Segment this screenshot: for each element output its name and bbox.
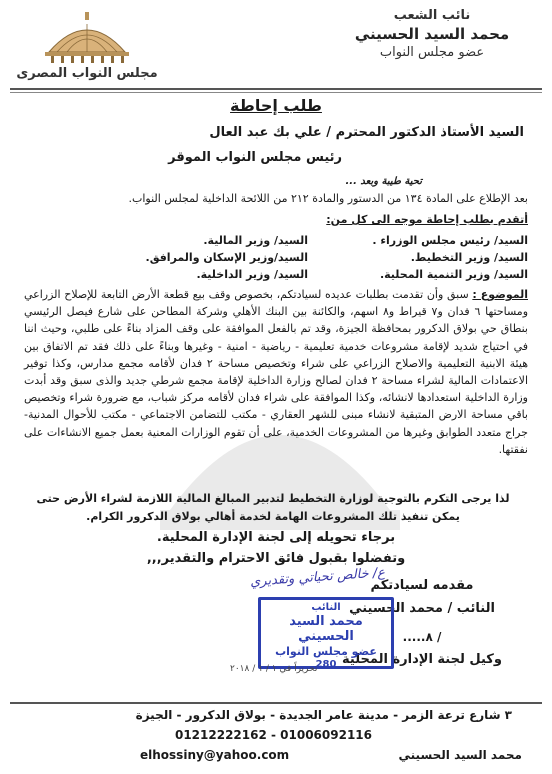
header-divider	[10, 88, 542, 90]
signature-mark: / ٨.....	[402, 630, 442, 644]
document-date: تحريراً في ١ / ١ / ٢٠١٨	[230, 664, 318, 674]
stamp-number: 280	[315, 659, 337, 670]
document-title: طلب إحاطة	[230, 96, 322, 115]
addressee-title: رئيس مجلس النواب الموقر	[168, 150, 342, 165]
footer-divider	[10, 702, 542, 704]
recipient: السيد/وزير الإسكان والمرافق.	[145, 251, 308, 264]
addressee-line: السيد الأستاذ الدكتور المحترم / علي بك عبد العال	[209, 125, 524, 140]
recipients-row	[128, 232, 528, 249]
topic-text: سبق وأن تقدمت بطلبات عديده لسيادتكم، بخصوص وقف بيع قطعة الأرض التابعة للإصلاح الزراعي ومساحتها ٦ فدان و٧ قيراط و٨ اسهم، والكائنة بين البنك الأهلي وشركة المطاحن على شارع فيصل الرئيسي بنطاق حي بولاق الدكرور بمحافظة الجيزة، وقد تم بالفعل الموافقة على وقف المزاد بناءً على طلبي، وحيث اننا في احتياج شديد لإقامة مشروعات خدمية تعليمية - رياضية - امنية - وغيرها وبناءً على ذلك فقد تم الاتفاق بين هيئة الابنية التعليمية والاصلاح الزراعي على شراء وتخصيص مساحة ٢ فدان لأقامه مجمع مدارس، وكذا توفير الاعتمادات المالية لشراء مساحة ٢ فدان لصالح وزارة الداخلية لإقامة مجمع شرطي جديد والذى سبق وقد أبدت وزارة الداخلية استعدادها لانشائه، وكذا الموافقة على شراء فدان لأقامه مركز شباب، مع ضرورة شراء وتخصيص باقي مساحة الارض المتبقية لانشاء مبنى للشهر العقاري - مكتب للتضامن الاجتماعي - مكتب للأحوال المدنية- جراج متعدد الطوابق وغيرها من المشروعات الخدمية، على أن تقوم الوزارات المعنية بعمل جميع الانشاءات على نفقتها.	[24, 288, 529, 456]
footer-email: elhossiny@yahoo.com	[140, 748, 290, 762]
recipients-list	[128, 232, 528, 283]
stamp-title: النائب	[311, 602, 341, 613]
presented-by: مقدمه لسيادتكم	[370, 578, 474, 593]
header-title: نائب الشعب	[393, 8, 471, 23]
header-mp-name: محمد السيد الحسيني	[354, 25, 510, 43]
topic-paragraph	[24, 286, 528, 458]
parliament-logo	[12, 12, 162, 81]
stamp-name: محمد السيد الحسيني	[289, 614, 363, 644]
recipient: السيد/ وزير التخطيط.	[410, 251, 528, 264]
footer-name: محمد السيد الحسيني	[398, 748, 522, 762]
mp-signature-name: النائب / محمد الحسيني	[349, 601, 495, 616]
footer-phones: 01212222162 - 01006092116	[174, 728, 372, 742]
request-paragraph: لذا يرجى التكرم بالتوجية لوزارة التخطيط لتدبير المبالغ المالية اللازمة لشراء الأرض حتى يمكن تنفيذ تلك المشروعات الهامة لخدمة أهالي بولاق الدكرور الكرام.	[36, 492, 510, 523]
intro-paragraph: بعد الإطلاع على المادة ١٣٤ من الدستور والمادة ٢١٢ من اللائحة الداخلية لمجلس النواب.	[128, 192, 528, 205]
topic-label: الموضوع :	[472, 288, 528, 301]
recipients-row	[128, 249, 528, 266]
header-divider-thin	[10, 92, 542, 93]
official-stamp	[258, 597, 394, 669]
footer-address: ٣ شارع ترعة الزمر - مدينة عامر الجديدة - بولاق الدكرور - الجيزة	[135, 708, 512, 722]
mp-header	[332, 8, 532, 60]
transfer-note: برجاء تحويله إلى لجنة الإدارة المحلية.	[156, 530, 396, 545]
committee-role: وكيل لجنة الإدارة المحلية	[342, 652, 502, 667]
recipients-row	[128, 266, 528, 283]
recipient: السيد/ رئيس مجلس الوزراء .	[372, 234, 528, 247]
recipient: السيد/ وزير الداخلية.	[196, 268, 308, 281]
stamp-role: عضو مجلس النواب	[275, 645, 377, 658]
header-mp-role: عضو مجلس النواب	[379, 45, 485, 60]
parliament-dome-icon	[39, 12, 135, 64]
closing-respect: وتفضلوا بقبول فائق الاحترام والتقدير,,,	[146, 551, 406, 566]
handwritten-note: ع/ خالص تحياتي وتقديري	[249, 565, 386, 590]
greeting: تحية طيبة وبعد ...	[345, 176, 422, 187]
recipient: السيد/ وزير التنمية المحلية.	[379, 268, 528, 281]
logo-caption: مجلس النواب المصرى	[16, 66, 158, 81]
recipient: السيد/ وزير المالية.	[203, 234, 308, 247]
directed-to-heading: أتقدم بطلب إحاطة موجه الى كل من:	[326, 213, 528, 226]
